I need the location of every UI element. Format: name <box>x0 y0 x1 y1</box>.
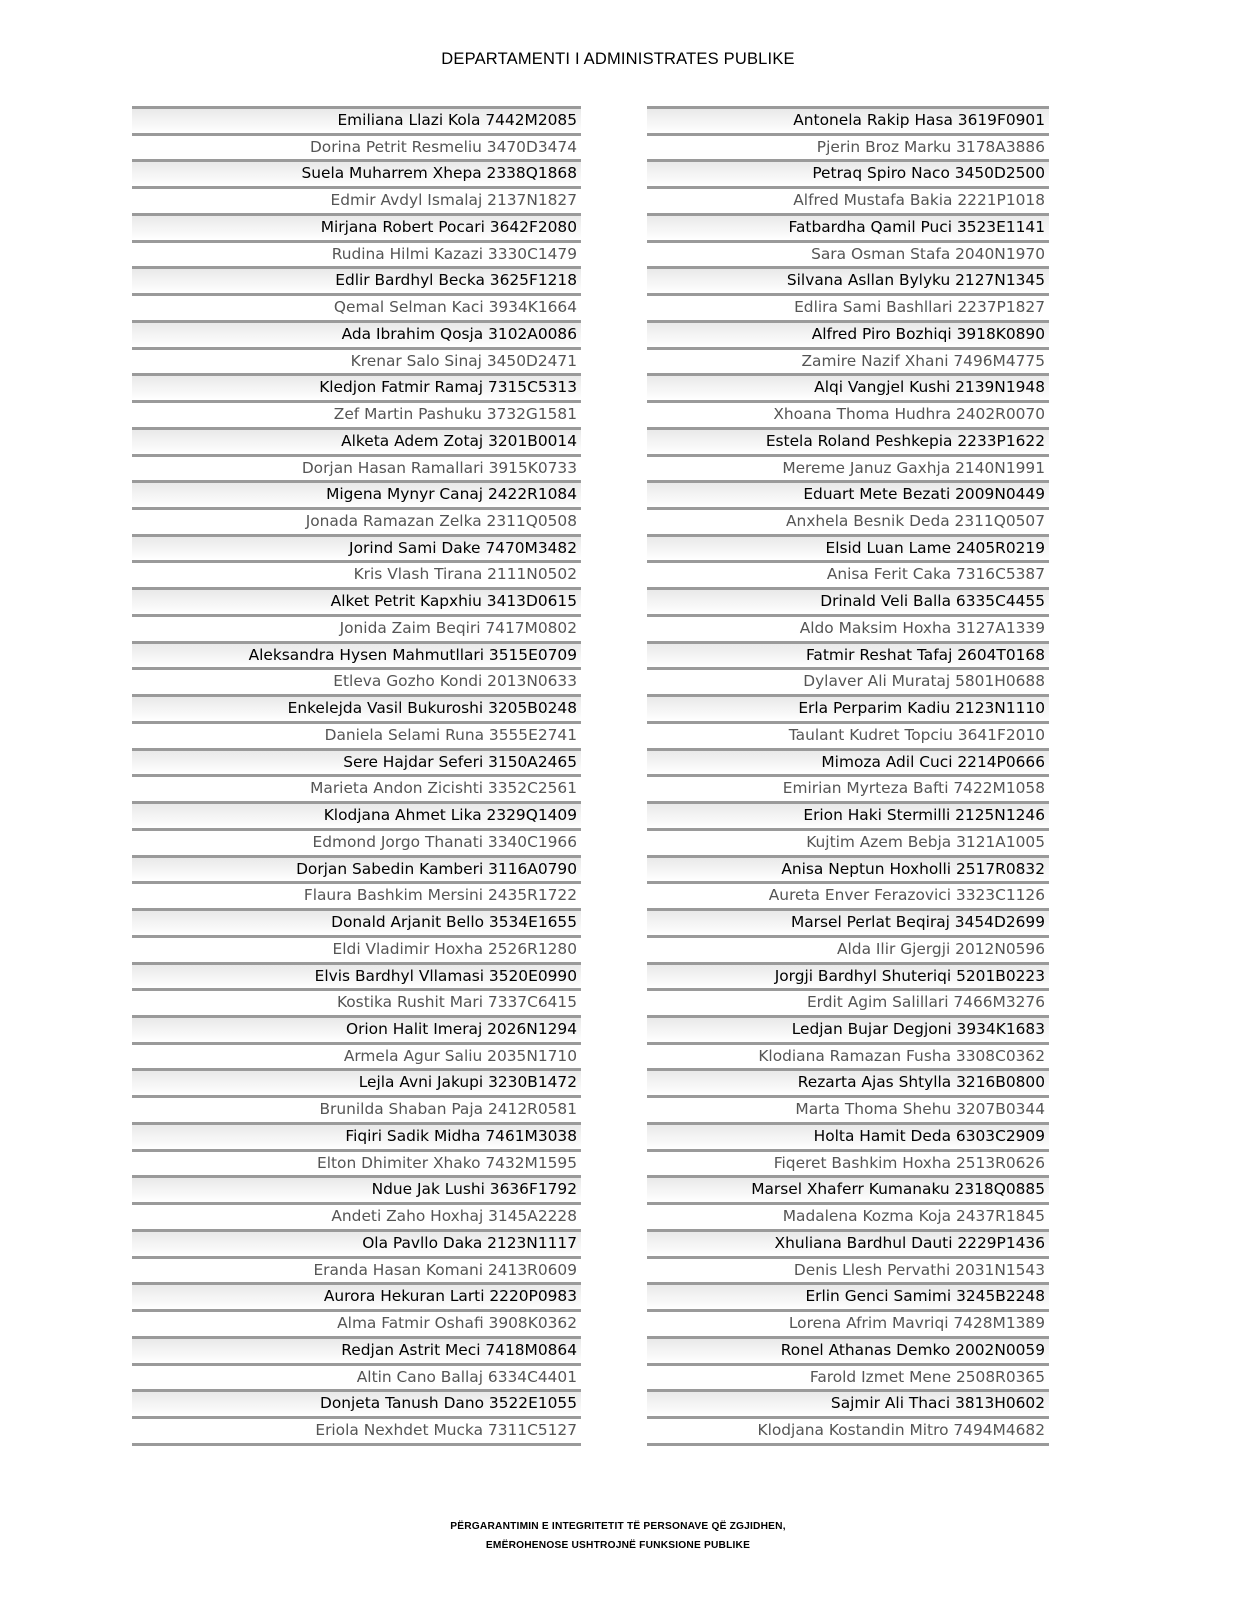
list-item: Aurora Hekuran Larti 2220P0983 <box>132 1282 581 1309</box>
list-item: Pjerin Broz Marku 3178A3886 <box>647 133 1049 160</box>
list-item: Fiqiri Sadik Midha 7461M3038 <box>132 1122 581 1149</box>
list-item: Fatmir Reshat Tafaj 2604T0168 <box>647 641 1049 668</box>
list-item: Dorjan Hasan Ramallari 3915K0733 <box>132 454 581 481</box>
list-item: Dorjan Sabedin Kamberi 3116A0790 <box>132 855 581 882</box>
list-item: Etleva Gozho Kondi 2013N0633 <box>132 667 581 694</box>
list-item: Xhoana Thoma Hudhra 2402R0070 <box>647 400 1049 427</box>
list-item: Daniela Selami Runa 3555E2741 <box>132 721 581 748</box>
list-item: Erlin Genci Samimi 3245B2248 <box>647 1282 1049 1309</box>
footer-line-1: PËRGARANTIMIN E INTEGRITETIT TË PERSONAVE QË ZGJIDHEN, <box>450 1521 786 1532</box>
list-item: Migena Mynyr Canaj 2422R1084 <box>132 480 581 507</box>
list-item: Alfred Piro Bozhiqi 3918K0890 <box>647 320 1049 347</box>
right-column-list <box>647 106 1049 1446</box>
column-bottom-rule <box>647 1443 1049 1446</box>
list-item: Antonela Rakip Hasa 3619F0901 <box>647 106 1049 133</box>
list-item: Sere Hajdar Seferi 3150A2465 <box>132 748 581 775</box>
list-item: Elsid Luan Lame 2405R0219 <box>647 534 1049 561</box>
list-item: Mimoza Adil Cuci 2214P0666 <box>647 748 1049 775</box>
list-item: Armela Agur Saliu 2035N1710 <box>132 1042 581 1069</box>
list-item: Jonida Zaim Beqiri 7417M0802 <box>132 614 581 641</box>
list-item: Emirian Myrteza Bafti 7422M1058 <box>647 774 1049 801</box>
list-item: Anisa Ferit Caka 7316C5387 <box>647 560 1049 587</box>
list-item: Qemal Selman Kaci 3934K1664 <box>132 293 581 320</box>
list-item: Andeti Zaho Hoxhaj 3145A2228 <box>132 1202 581 1229</box>
list-item: Taulant Kudret Topciu 3641F2010 <box>647 721 1049 748</box>
list-item: Mereme Januz Gaxhja 2140N1991 <box>647 454 1049 481</box>
list-item: Edmir Avdyl Ismalaj 2137N1827 <box>132 186 581 213</box>
list-item: Redjan Astrit Meci 7418M0864 <box>132 1336 581 1363</box>
list-item: Zef Martin Pashuku 3732G1581 <box>132 400 581 427</box>
list-item: Anisa Neptun Hoxholli 2517R0832 <box>647 855 1049 882</box>
list-item: Eranda Hasan Komani 2413R0609 <box>132 1256 581 1283</box>
list-item: Eduart Mete Bezati 2009N0449 <box>647 480 1049 507</box>
list-item: Estela Roland Peshkepia 2233P1622 <box>647 427 1049 454</box>
list-item: Holta Hamit Deda 6303C2909 <box>647 1122 1049 1149</box>
list-item: Ada Ibrahim Qosja 3102A0086 <box>132 320 581 347</box>
footer <box>0 1517 1236 1555</box>
list-item: Anxhela Besnik Deda 2311Q0507 <box>647 507 1049 534</box>
list-item: Lorena Afrim Mavriqi 7428M1389 <box>647 1309 1049 1336</box>
list-item: Elton Dhimiter Xhako 7432M1595 <box>132 1149 581 1176</box>
list-item: Edmond Jorgo Thanati 3340C1966 <box>132 828 581 855</box>
list-item: Ndue Jak Lushi 3636F1792 <box>132 1175 581 1202</box>
list-item: Fiqeret Bashkim Hoxha 2513R0626 <box>647 1149 1049 1176</box>
list-item: Eldi Vladimir Hoxha 2526R1280 <box>132 935 581 962</box>
list-item: Krenar Salo Sinaj 3450D2471 <box>132 347 581 374</box>
list-item: Klodjana Ahmet Lika 2329Q1409 <box>132 801 581 828</box>
list-item: Klodjana Kostandin Mitro 7494M4682 <box>647 1416 1049 1443</box>
list-item: Dorina Petrit Resmeliu 3470D3474 <box>132 133 581 160</box>
list-item: Kledjon Fatmir Ramaj 7315C5313 <box>132 373 581 400</box>
list-item: Denis Llesh Pervathi 2031N1543 <box>647 1256 1049 1283</box>
list-item: Marieta Andon Zicishti 3352C2561 <box>132 774 581 801</box>
list-item: Erdit Agim Salillari 7466M3276 <box>647 988 1049 1015</box>
list-item: Donjeta Tanush Dano 3522E1055 <box>132 1389 581 1416</box>
footer-line-2: EMËROHENOSE USHTROJNË FUNKSIONE PUBLIKE <box>485 1540 751 1551</box>
list-item: Madalena Kozma Koja 2437R1845 <box>647 1202 1049 1229</box>
list-item: Rezarta Ajas Shtylla 3216B0800 <box>647 1068 1049 1095</box>
list-item: Alqi Vangjel Kushi 2139N1948 <box>647 373 1049 400</box>
list-item: Dylaver Ali Murataj 5801H0688 <box>647 667 1049 694</box>
list-item: Alketa Adem Zotaj 3201B0014 <box>132 427 581 454</box>
list-item: Jorgji Bardhyl Shuteriqi 5201B0223 <box>647 962 1049 989</box>
list-item: Ola Pavllo Daka 2123N1117 <box>132 1229 581 1256</box>
list-item: Lejla Avni Jakupi 3230B1472 <box>132 1068 581 1095</box>
list-item: Petraq Spiro Naco 3450D2500 <box>647 159 1049 186</box>
list-item: Jorind Sami Dake 7470M3482 <box>132 534 581 561</box>
list-item: Kris Vlash Tirana 2111N0502 <box>132 560 581 587</box>
list-item: Drinald Veli Balla 6335C4455 <box>647 587 1049 614</box>
list-item: Aldo Maksim Hoxha 3127A1339 <box>647 614 1049 641</box>
list-item: Fatbardha Qamil Puci 3523E1141 <box>647 213 1049 240</box>
list-item: Kostika Rushit Mari 7337C6415 <box>132 988 581 1015</box>
list-item: Marta Thoma Shehu 3207B0344 <box>647 1095 1049 1122</box>
list-item: Jonada Ramazan Zelka 2311Q0508 <box>132 507 581 534</box>
list-item: Flaura Bashkim Mersini 2435R1722 <box>132 881 581 908</box>
list-item: Suela Muharrem Xhepa 2338Q1868 <box>132 159 581 186</box>
list-item: Marsel Xhaferr Kumanaku 2318Q0885 <box>647 1175 1049 1202</box>
list-item: Sajmir Ali Thaci 3813H0602 <box>647 1389 1049 1416</box>
page-title: DEPARTAMENTI I ADMINISTRATES PUBLIKE <box>441 50 795 68</box>
list-item: Edlir Bardhyl Becka 3625F1218 <box>132 266 581 293</box>
list-item: Rudina Hilmi Kazazi 3330C1479 <box>132 240 581 267</box>
column-bottom-rule <box>132 1443 581 1446</box>
list-item: Aleksandra Hysen Mahmutllari 3515E0709 <box>132 641 581 668</box>
list-item: Silvana Asllan Bylyku 2127N1345 <box>647 266 1049 293</box>
list-item: Alda Ilir Gjergji 2012N0596 <box>647 935 1049 962</box>
list-item: Xhuliana Bardhul Dauti 2229P1436 <box>647 1229 1049 1256</box>
list-item: Orion Halit Imeraj 2026N1294 <box>132 1015 581 1042</box>
list-item: Sara Osman Stafa 2040N1970 <box>647 240 1049 267</box>
list-item: Emiliana Llazi Kola 7442M2085 <box>132 106 581 133</box>
list-item: Marsel Perlat Beqiraj 3454D2699 <box>647 908 1049 935</box>
list-item: Alket Petrit Kapxhiu 3413D0615 <box>132 587 581 614</box>
list-item: Edlira Sami Bashllari 2237P1827 <box>647 293 1049 320</box>
list-item: Aureta Enver Ferazovici 3323C1126 <box>647 881 1049 908</box>
list-item: Donald Arjanit Bello 3534E1655 <box>132 908 581 935</box>
list-item: Ronel Athanas Demko 2002N0059 <box>647 1336 1049 1363</box>
list-item: Erla Perparim Kadiu 2123N1110 <box>647 694 1049 721</box>
list-item: Alfred Mustafa Bakia 2221P1018 <box>647 186 1049 213</box>
list-item: Erion Haki Stermilli 2125N1246 <box>647 801 1049 828</box>
list-item: Klodiana Ramazan Fusha 3308C0362 <box>647 1042 1049 1069</box>
list-item: Alma Fatmir Oshafi 3908K0362 <box>132 1309 581 1336</box>
list-item: Ledjan Bujar Degjoni 3934K1683 <box>647 1015 1049 1042</box>
list-item: Eriola Nexhdet Mucka 7311C5127 <box>132 1416 581 1443</box>
list-item: Kujtim Azem Bebja 3121A1005 <box>647 828 1049 855</box>
list-item: Enkelejda Vasil Bukuroshi 3205B0248 <box>132 694 581 721</box>
list-item: Mirjana Robert Pocari 3642F2080 <box>132 213 581 240</box>
list-item: Brunilda Shaban Paja 2412R0581 <box>132 1095 581 1122</box>
left-column-list <box>132 106 581 1446</box>
list-item: Elvis Bardhyl Vllamasi 3520E0990 <box>132 962 581 989</box>
list-item: Zamire Nazif Xhani 7496M4775 <box>647 347 1049 374</box>
list-item: Farold Izmet Mene 2508R0365 <box>647 1363 1049 1390</box>
list-item: Altin Cano Ballaj 6334C4401 <box>132 1363 581 1390</box>
